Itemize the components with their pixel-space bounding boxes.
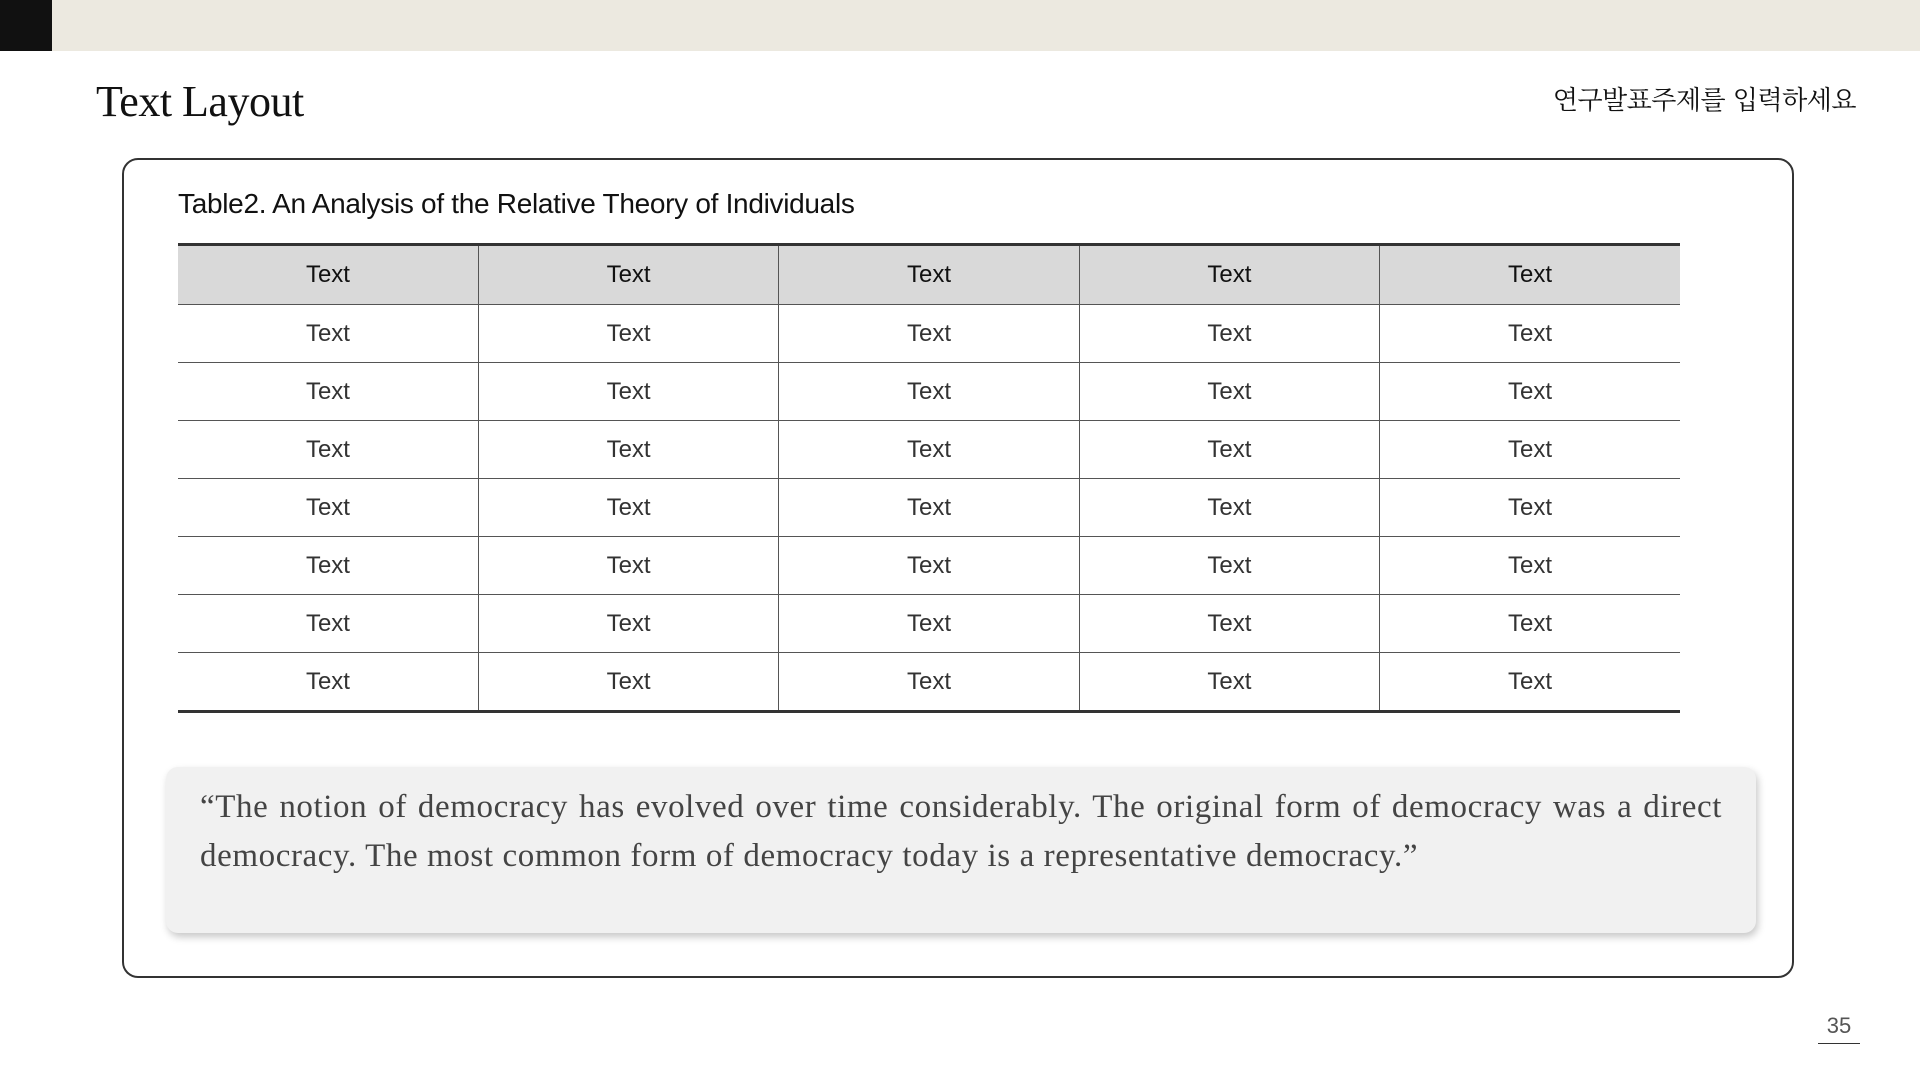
table-cell: Text — [1380, 595, 1680, 653]
quote-text: “The notion of democracy has evolved over time considerably. The original form of democracy was a direct democracy. The most common form of democracy today is a representative democracy.” — [200, 789, 1722, 874]
table-cell: Text — [478, 363, 778, 421]
table-row — [178, 305, 1680, 363]
table-cell: Text — [178, 653, 478, 712]
table-cell: Text — [1079, 479, 1379, 537]
table-header-row — [178, 245, 1680, 305]
table-cell: Text — [1079, 537, 1379, 595]
table-cell: Text — [478, 537, 778, 595]
table-cell: Text — [779, 305, 1079, 363]
table-cell: Text — [1079, 653, 1379, 712]
table-cell: Text — [779, 363, 1079, 421]
table-cell: Text — [478, 479, 778, 537]
table-cell: Text — [478, 653, 778, 712]
table-cell: Text — [478, 595, 778, 653]
page-number: 35 — [1818, 1013, 1860, 1044]
page-title: Text Layout — [96, 77, 304, 126]
table-cell: Text — [779, 653, 1079, 712]
table-cell: Text — [779, 537, 1079, 595]
table-row — [178, 595, 1680, 653]
table-cell: Text — [1079, 363, 1379, 421]
table-cell: Text — [178, 363, 478, 421]
table-cell: Text — [779, 479, 1079, 537]
table-cell: Text — [1380, 421, 1680, 479]
table-row — [178, 479, 1680, 537]
table-cell: Text — [779, 595, 1079, 653]
table-cell: Text — [1380, 479, 1680, 537]
table-cell: Text — [478, 421, 778, 479]
table-cell: Text — [178, 479, 478, 537]
table-cell: Text — [178, 595, 478, 653]
table-cell: Text — [1380, 537, 1680, 595]
data-table — [178, 243, 1680, 713]
table-header-cell: Text — [779, 245, 1079, 305]
topic-label: 연구발표주제를 입력하세요 — [1552, 86, 1856, 116]
top-band — [0, 0, 1920, 51]
table-cell: Text — [1380, 653, 1680, 712]
table-cell: Text — [1079, 421, 1379, 479]
table-cell: Text — [178, 305, 478, 363]
table-row — [178, 537, 1680, 595]
table-cell: Text — [779, 421, 1079, 479]
table-row — [178, 363, 1680, 421]
table-caption: Table2. An Analysis of the Relative Theory of Individuals — [178, 188, 855, 219]
table-header-cell: Text — [478, 245, 778, 305]
table-cell: Text — [1079, 305, 1379, 363]
table-cell: Text — [178, 537, 478, 595]
table-cell: Text — [1380, 363, 1680, 421]
table-cell: Text — [478, 305, 778, 363]
quote-box — [166, 767, 1756, 933]
table-cell: Text — [178, 421, 478, 479]
table-cell: Text — [1079, 595, 1379, 653]
table-cell: Text — [1380, 305, 1680, 363]
table-header-cell: Text — [178, 245, 478, 305]
table-row — [178, 421, 1680, 479]
corner-block — [0, 0, 52, 51]
table-header-cell: Text — [1380, 245, 1680, 305]
table-header-cell: Text — [1079, 245, 1379, 305]
table-row — [178, 653, 1680, 712]
